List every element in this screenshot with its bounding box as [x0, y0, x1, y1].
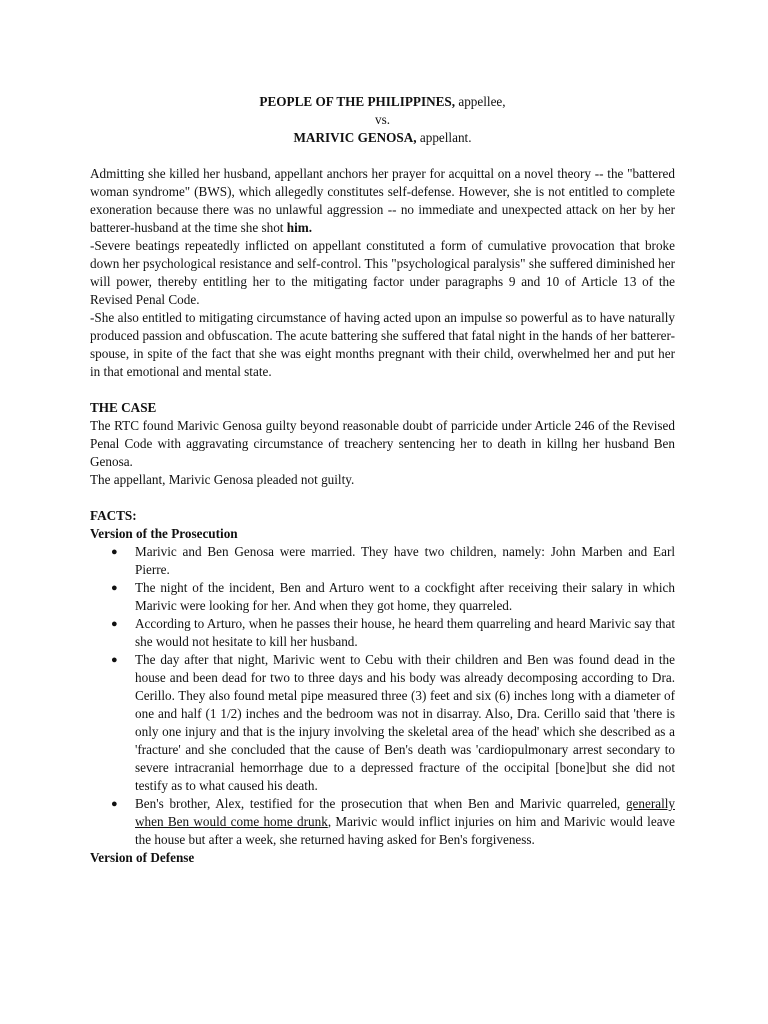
case-caption	[90, 93, 675, 147]
list-item	[90, 579, 675, 615]
caption-versus: vs.	[374, 112, 391, 127]
bullet-icon: ●	[111, 546, 118, 558]
list-item	[90, 795, 675, 849]
list-item	[90, 651, 675, 795]
prosecution-facts-list	[90, 543, 675, 849]
intro-paragraph-2: -Severe beatings repeatedly inflicted on appellant constituted a form of cumulative provocation that broke down her psychological resistance and self-control. This "psychological paralysis" she suffered diminished her will power, thereby entitling her to the mitigating factor under paragraphs 9 and 10 of Article 13 of the Revised Penal Code.	[90, 238, 675, 307]
caption-plaintiff-line	[90, 93, 675, 111]
caption-defendant-line	[90, 129, 675, 147]
list-item-text: The day after that night, Marivic went to Cebu with their children and Ben was found dead in the house and been dead for two to three days and his body was already decomposing according to Dra. Cerillo. They also found metal pipe measured three (3) feet and six (6) inches long with a diameter of one and half (1 1/2) inches and the bedroom was not in disarray. Also, Dra. Cerillo said that 'there is only one injury and that is the injury involving the skeletal area of the head' which she described as a 'fracture' and she concluded that the cause of Ben's death was 'cardiopulmonary arrest secondary to severe intracranial hemorrhage due to a depressed fracture of the occipital [bone]but she did not testify as to what caused his death.	[135, 652, 675, 793]
bullet-icon: ●	[111, 654, 118, 666]
document-body	[90, 93, 675, 867]
bullet-icon: ●	[111, 582, 118, 594]
the-case-heading: THE CASE	[90, 400, 157, 415]
the-case-paragraph-1: The RTC found Marivic Genosa guilty beyond reasonable doubt of parricide under Article 246 of the Revised Penal Code with aggravating circumstance of treachery sentencing her to death in killng her husband Ben Genosa.	[90, 418, 675, 469]
list-item-text-after: , Marivic would inflict injuries on him and Marivic would leave the house but after a week, she returned having asked for Ben's forgiveness.	[135, 814, 675, 847]
facts-heading: FACTS:	[90, 508, 137, 523]
intro-paragraph-3: -She also entitled to mitigating circumstance of having acted upon an impulse so powerful as to have naturally produced passion and obfuscation. The acute battering she suffered that fatal night in the hands of her batterer-spouse, in spite of the fact that she was eight months pregnant with their child, overwhelmed her and put her in that emotional and mental state.	[90, 310, 675, 379]
list-item-text: According to Arturo, when he passes their house, he heard them quarreling and heard Marivic say that she would not hesitate to kill her husband.	[135, 616, 675, 649]
list-item-text-before: Ben's brother, Alex, testified for the prosecution that when Ben and Marivic quarreled,	[135, 796, 626, 811]
intro-paragraph-1	[90, 165, 675, 237]
intro-p1-text: Admitting she killed her husband, appellant anchors her prayer for acquittal on a novel theory -- the "battered woman syndrome" (BWS), which allegedly constitutes self-defense. However, she is not entitled to complete exoneration because there was no unlawful aggression -- no immediate and unexpected attack on her by her batterer-husband at the time she shot	[90, 166, 675, 235]
spacer	[90, 381, 675, 399]
bullet-icon: ●	[111, 618, 118, 630]
list-item	[90, 615, 675, 651]
plaintiff-name: PEOPLE OF THE PHILIPPINES,	[259, 94, 456, 109]
defendant-name: MARIVIC GENOSA,	[293, 130, 417, 145]
defense-heading: Version of Defense	[90, 850, 195, 865]
list-item-text: Marivic and Ben Genosa were married. They have two children, namely: John Marben and Earl Pierre.	[135, 544, 675, 577]
bullet-icon: ●	[111, 798, 118, 810]
prosecution-heading: Version of the Prosecution	[90, 526, 238, 541]
intro-p1-end: him.	[286, 220, 313, 235]
spacer	[90, 147, 675, 165]
spacer	[90, 489, 675, 507]
underlined-text: generally when Ben would come home drunk	[135, 796, 675, 829]
plaintiff-role: appellee,	[455, 94, 506, 109]
list-item	[90, 543, 675, 579]
list-item-text: The night of the incident, Ben and Arturo went to a cockfight after receiving their salary in which Marivic were looking for her. And when they got home, they quarreled.	[135, 580, 675, 613]
the-case-paragraph-2: The appellant, Marivic Genosa pleaded not guilty.	[90, 472, 355, 487]
defendant-role: appellant.	[416, 130, 472, 145]
